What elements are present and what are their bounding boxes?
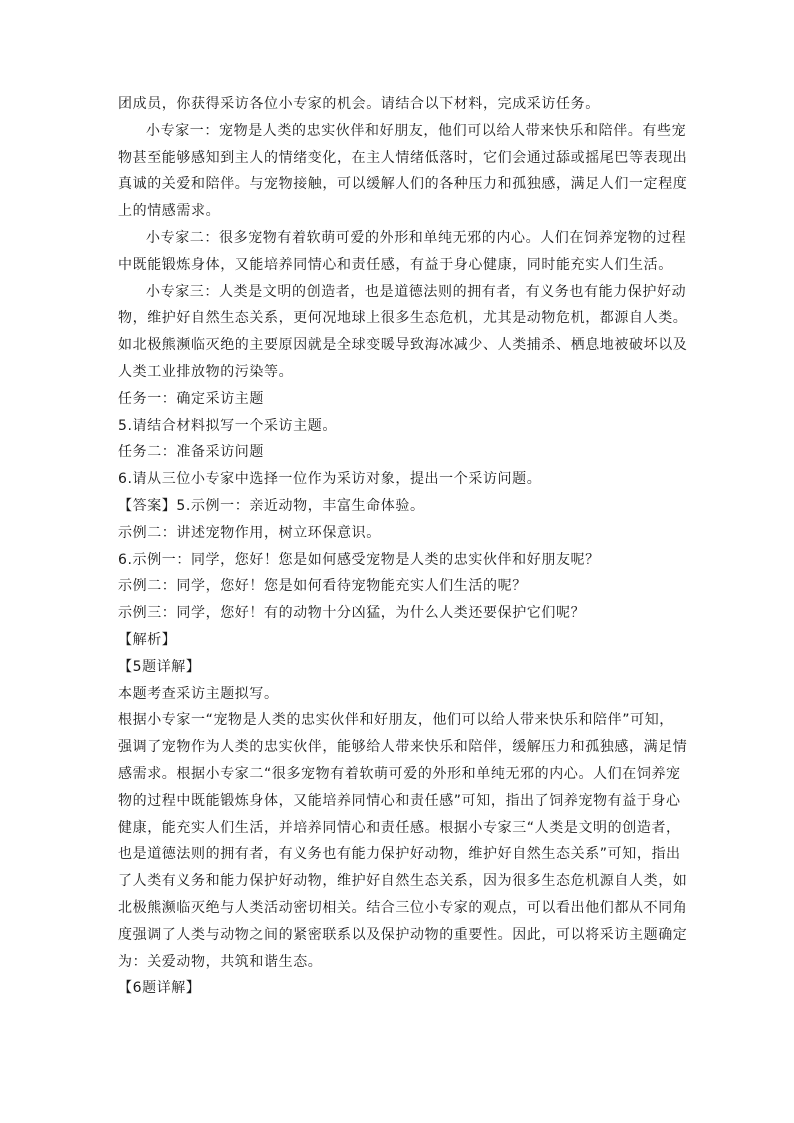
text-line: 了人类有义务和能力保护好动物，维护好自然生态关系，因为很多生态危机源自人类，如 [118,873,688,890]
section-heading: 【6题详解】 [118,980,201,997]
task-heading: 任务一：确定采访主题 [118,390,264,407]
text-line: 如北极熊濒临灭绝的主要原因就是全球变暖导致海冰减少、人类捕杀、栖息地被破坏以及 [118,337,688,354]
text-line: 物甚至能够感知到主人的情绪变化，在主人情绪低落时，它们会通过舔或摇尾巴等表现出 [118,149,688,166]
text-line: 根据小专家一“宠物是人类的忠实伙伴和好朋友，他们可以给人带来快乐和陪伴”可知， [118,712,674,729]
question: 5.请结合材料拟写一个采访主题。 [118,417,337,434]
text-line: 上的情感需求。 [118,203,221,220]
text-line: 小专家三：人类是文明的创造者，也是道德法则的拥有者，有义务也有能力保护好动 [146,283,687,300]
text-line: 物，维护好自然生态关系，更何况地球上很多生态危机，尤其是动物危机，都源自人类。 [118,310,688,327]
document-page [118,91,688,1002]
text-line: 小专家二：很多宠物有着软萌可爱的外形和单纯无邪的内心。人们在饲养宠物的过程 [146,229,687,246]
text-line: 也是道德法则的拥有者，有义务也有能力保护好动物，维护好自然生态关系”可知，指出 [118,846,681,863]
text-line: 物的过程中既能锻炼身体，又能培养同情心和责任感”可知，指出了饲养宠物有益于身心 [118,792,681,809]
text-line: 健康，能充实人们生活，并培养同情心和责任感。根据小专家三“人类是文明的创造者， [118,819,681,836]
text-line: 为：关爱动物，共筑和谐生态。 [118,953,323,970]
answer-line: 【答案】5.示例一：亲近动物，丰富生命体验。 [118,497,425,514]
text-line: 感需求。根据小专家二“很多宠物有着软萌可爱的外形和单纯无邪的内心。人们在饲养宠 [118,765,681,782]
task-heading: 任务二：准备采访问题 [118,444,264,461]
text-line: 中既能锻炼身体，又能培养同情心和责任感，有益于身心健康，同时能充实人们生活。 [118,256,673,273]
answer-line: 示例二：同学，您好！您是如何看待宠物能充实人们生活的呢？ [118,578,527,595]
section-heading: 【5题详解】 [118,658,201,675]
answer-line: 示例三：同学，您好！有的动物十分凶猛，为什么人类还要保护它们呢？ [118,605,586,622]
question: 6.请从三位小专家中选择一位作为采访对象，提出一个采访问题。 [118,471,542,488]
text-line: 人类工业排放物的污染等。 [118,363,294,380]
text-line: 度强调了人类与动物之间的紧密联系以及保护动物的重要性。因此，可以将采访主题确定 [118,926,688,943]
text-line: 团成员，你获得采访各位小专家的机会。请结合以下材料，完成采访任务。 [118,96,600,112]
answer-line: 示例二：讲述宠物作用，树立环保意识。 [118,524,381,541]
text-line: 北极熊濒临灭绝与人类活动密切相关。结合三位小专家的观点，可以看出他们都从不同角 [118,899,688,916]
analysis-heading: 【解析】 [118,631,177,648]
text-line: 强调了宠物作为人类的忠实伙伴，能够给人带来快乐和陪伴，缓解压力和孤独感，满足情 [118,739,688,756]
answer-line: 6.示例一：同学，您好！您是如何感受宠物是人类的忠实伙伴和好朋友呢？ [118,551,600,568]
text-line: 本题考查采访主题拟写。 [118,685,279,702]
text-line: 小专家一：宠物是人类的忠实伙伴和好朋友，他们可以给人带来快乐和陪伴。有些宠 [146,122,687,139]
text-line: 真诚的关爱和陪伴。与宠物接触，可以缓解人们的各种压力和孤独感，满足人们一定程度 [118,176,688,193]
